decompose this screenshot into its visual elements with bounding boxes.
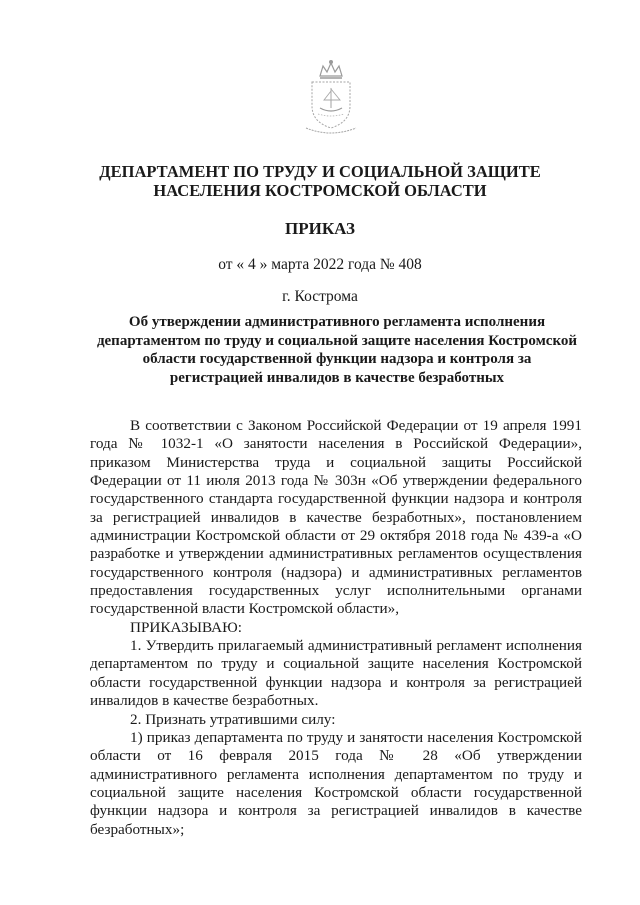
subject-line-1: Об утверждении административного регламента исполнения	[128, 314, 546, 330]
coat-of-arms-emblem	[296, 58, 366, 136]
subject-line-4: регистрацией инвалидов в качестве безработных	[169, 369, 505, 386]
order-body	[90, 417, 582, 839]
order-title: ПРИКАЗ	[285, 219, 355, 238]
ordering-word: ПРИКАЗЫВАЮ:	[130, 618, 242, 636]
item-1-paragraph: 1. Утвердить прилагаемый административный регламент исполнения департаментом по труду и социальной защите населения Костромской области государственной функции надзора и контроля за регистрацией инвалидов в качестве безработных.	[90, 637, 582, 710]
item-2-1-paragraph: 1) приказ департамента по труду и занятости населения Костромской области от 16 февраля 2015 года № 28 «Об утверждении административного регламента исполнения департаментом по труду и социальной защите населения Костромской области государственной функции надзора и контроля за регистрацией инвалидов в качестве безработных»;	[90, 728, 582, 838]
preamble-paragraph: В соответствии с Законом Российской Федерации от 19 апреля 1991 года № 1032-1 «О занятости населения в Российской Федерации», приказом Министерства труда и социальной защиты Российской Федерации от 11 июля 2013 года № 303н «Об утверждении федерального государственного стандарта государственной функции надзора и контроля за регистрацией инвалидов в качестве безработных», постановлением администрации Костромской области от 29 октября 2018 года № 439-а «О разработке и утверждении административных регламентов осуществления государственного контроля (надзора) и административных регламентов предоставления государственных услуг исполнительными органами государственной власти Костромской области»,	[90, 417, 582, 618]
item-2-paragraph: 2. Признать утратившими силу:	[130, 710, 336, 728]
header-line-2: НАСЕЛЕНИЯ КОСТРОМСКОЙ ОБЛАСТИ	[153, 181, 487, 200]
order-city: г. Кострома	[282, 288, 358, 305]
subject-line-2: департаментом по труду и социальной защите населения Костромской	[96, 332, 578, 349]
order-date: от « 4 » марта 2022 года № 408	[218, 256, 422, 273]
department-header	[60, 162, 580, 200]
subject-line-3: области государственной функции надзора и контроля за	[142, 351, 532, 367]
order-subject	[92, 313, 582, 387]
header-line-1: ДЕПАРТАМЕНТ ПО ТРУДУ И СОЦИАЛЬНОЙ ЗАЩИТЕ	[99, 162, 541, 181]
